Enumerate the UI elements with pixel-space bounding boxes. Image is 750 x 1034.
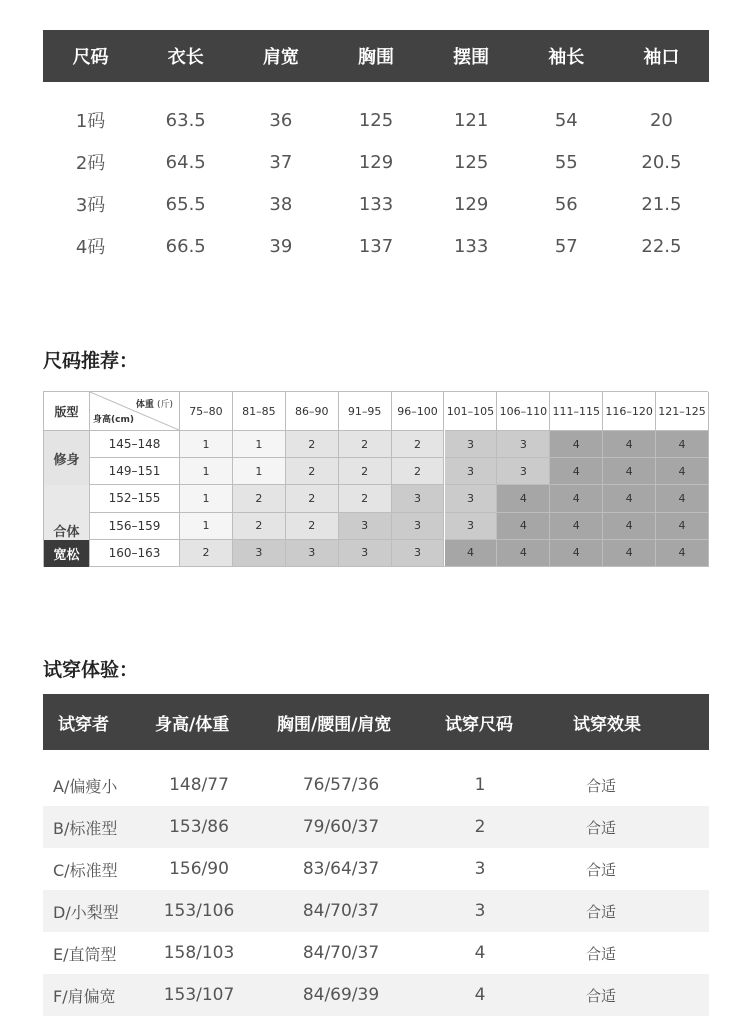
size-table-body (43, 99, 709, 267)
tryon-cell: B/标准型 (53, 818, 118, 838)
size-cell: 55 (554, 151, 578, 173)
recommended-size-cell: 2 (392, 431, 445, 458)
height-range-label: 145–148 (90, 431, 180, 458)
weight-axis-label: 体重 (斤) (135, 400, 173, 410)
recommended-size-cell: 3 (445, 458, 498, 485)
recommended-size-cell: 1 (180, 485, 233, 512)
tryon-cell: 1 (474, 775, 486, 795)
tryon-cell: 84/70/37 (302, 943, 380, 963)
tryon-header-cell: 胸围/腰围/肩宽 (277, 714, 392, 735)
recommended-size-cell: 4 (550, 485, 603, 512)
tryon-cell: 4 (474, 985, 486, 1005)
weight-range-header: 81–85 (233, 392, 286, 431)
recommended-size-cell: 4 (550, 458, 603, 485)
recommended-size-cell: 4 (603, 431, 656, 458)
recommended-size-cell: 4 (497, 540, 550, 567)
recommended-size-cell: 4 (656, 458, 709, 485)
size-cell: 39 (269, 235, 293, 257)
tryon-cell: F/肩偏宽 (53, 986, 116, 1006)
size-cell: 21.5 (641, 193, 682, 215)
tryon-cell: 合适 (585, 818, 616, 837)
tryon-cell: D/小梨型 (53, 902, 119, 922)
size-cell: 38 (269, 193, 293, 215)
recommended-size-cell: 2 (233, 485, 286, 512)
table-row (43, 890, 709, 932)
recommended-size-cell: 3 (392, 485, 445, 512)
recommended-size-cell: 2 (339, 485, 392, 512)
recommended-size-cell: 4 (550, 513, 603, 540)
weight-range-header: 75–80 (180, 392, 233, 431)
recommended-size-cell: 3 (497, 458, 550, 485)
weight-range-header: 101–105 (445, 392, 498, 431)
table-row (43, 99, 709, 141)
tryon-cell: 合适 (585, 776, 616, 795)
size-cell: 129 (358, 151, 394, 173)
tryon-cell: 合适 (585, 944, 616, 963)
tryon-cell: 158/103 (163, 943, 235, 963)
size-cell: 64.5 (165, 151, 206, 173)
size-header-cell: 摆围 (453, 47, 490, 68)
height-axis-label: 身高(cm) (93, 415, 134, 425)
size-cell: 125 (358, 109, 394, 131)
tryon-cell: E/直筒型 (53, 944, 117, 964)
size-cell: 2码 (75, 153, 106, 174)
height-range-label: 156–159 (90, 513, 180, 540)
tryon-cell: 合适 (585, 860, 616, 879)
recommended-size-cell: 4 (603, 540, 656, 567)
tryon-header-cell: 试穿效果 (573, 714, 641, 735)
tryon-table-header (43, 694, 709, 750)
recommended-size-cell: 3 (445, 513, 498, 540)
table-row (43, 932, 709, 974)
table-row (43, 764, 709, 806)
size-cell: 20.5 (641, 151, 682, 173)
size-header-cell: 肩宽 (262, 47, 299, 68)
tryon-cell: 2 (474, 817, 486, 837)
size-cell: 56 (554, 193, 578, 215)
recommended-size-cell: 4 (603, 513, 656, 540)
recommended-size-cell: 3 (445, 431, 498, 458)
recommended-size-cell: 4 (497, 513, 550, 540)
size-cell: 133 (358, 193, 394, 215)
fit-label-slim: 修身 (44, 431, 90, 485)
recommended-size-cell: 3 (445, 485, 498, 512)
weight-range-header: 96–100 (392, 392, 445, 431)
recommended-size-cell: 4 (656, 513, 709, 540)
size-cell: 137 (358, 235, 394, 257)
recommended-size-cell: 2 (286, 485, 339, 512)
size-cell: 1码 (75, 111, 106, 132)
recommended-size-cell: 1 (180, 458, 233, 485)
tryon-cell: 3 (474, 901, 486, 921)
tryon-cell: 合适 (585, 902, 616, 921)
tryon-cell: C/标准型 (53, 860, 118, 880)
height-range-label: 160–163 (90, 540, 180, 567)
table-row (43, 848, 709, 890)
recommended-size-cell: 1 (180, 513, 233, 540)
table-row (43, 183, 709, 225)
size-recommendation-table (43, 391, 708, 567)
weight-range-header: 86–90 (286, 392, 339, 431)
table-row (43, 806, 709, 848)
size-header-cell: 袖长 (548, 47, 585, 68)
fit-label-regular: 合体 (44, 485, 90, 540)
tryon-cell: 79/60/37 (302, 817, 380, 837)
recommended-size-cell: 2 (339, 431, 392, 458)
tryon-header-cell: 试穿尺码 (445, 714, 513, 735)
recommended-size-cell: 2 (286, 431, 339, 458)
size-header-cell: 衣长 (167, 47, 204, 68)
size-cell: 125 (453, 151, 489, 173)
recommended-size-cell: 4 (445, 540, 498, 567)
size-cell: 22.5 (641, 235, 682, 257)
size-cell: 4码 (75, 237, 106, 258)
recommended-size-cell: 3 (339, 540, 392, 567)
size-cell: 66.5 (165, 235, 206, 257)
size-cell: 65.5 (165, 193, 206, 215)
recommended-size-cell: 3 (392, 540, 445, 567)
recommended-size-cell: 3 (392, 513, 445, 540)
recommended-size-cell: 1 (233, 431, 286, 458)
recommend-title: 尺码推荐： (43, 350, 139, 372)
tryon-cell: 76/57/36 (302, 775, 380, 795)
tryon-cell: 合适 (585, 986, 616, 1005)
size-cell: 20 (649, 109, 673, 131)
recommended-size-cell: 4 (497, 485, 550, 512)
weight-range-header: 106–110 (497, 392, 550, 431)
recommended-size-cell: 3 (286, 540, 339, 567)
size-cell: 54 (554, 109, 578, 131)
recommended-size-cell: 2 (392, 458, 445, 485)
table-row (43, 974, 709, 1016)
tryon-cell: 3 (474, 859, 486, 879)
recommended-size-cell: 3 (497, 431, 550, 458)
recommended-size-cell: 2 (233, 513, 286, 540)
weight-range-header: 116–120 (603, 392, 656, 431)
size-cell: 36 (269, 109, 293, 131)
recommended-size-cell: 4 (550, 431, 603, 458)
table-row (43, 141, 709, 183)
recommended-size-cell: 3 (233, 540, 286, 567)
tryon-cell: 4 (474, 943, 486, 963)
fit-corner-label: 版型 (44, 392, 90, 431)
size-header-cell: 袖口 (643, 47, 680, 68)
recommended-size-cell: 2 (286, 513, 339, 540)
tryon-cell: 83/64/37 (302, 859, 380, 879)
recommended-size-cell: 4 (603, 485, 656, 512)
tryon-cell: 153/86 (169, 817, 229, 837)
height-range-label: 149–151 (90, 458, 180, 485)
weight-range-header: 91–95 (339, 392, 392, 431)
recommended-size-cell: 2 (180, 540, 233, 567)
recommended-size-cell: 4 (656, 540, 709, 567)
recommended-size-cell: 2 (339, 458, 392, 485)
size-table-header (43, 30, 709, 82)
recommended-size-cell: 1 (180, 431, 233, 458)
size-cell: 129 (453, 193, 489, 215)
recommended-size-cell: 2 (286, 458, 339, 485)
recommended-size-cell: 3 (339, 513, 392, 540)
table-row (43, 225, 709, 267)
size-header-cell: 胸围 (357, 47, 394, 68)
recommended-size-cell: 4 (550, 540, 603, 567)
tryon-cell: 84/70/37 (302, 901, 380, 921)
tryon-cell: 156/90 (169, 859, 229, 879)
tryon-cell: 153/106 (163, 901, 235, 921)
size-cell: 121 (453, 109, 489, 131)
tryon-header-cell: 试穿者 (58, 714, 109, 735)
recommended-size-cell: 4 (603, 458, 656, 485)
height-range-label: 152–155 (90, 485, 180, 512)
tryon-cell: 84/69/39 (302, 985, 380, 1005)
size-cell: 37 (269, 151, 293, 173)
recommended-size-cell: 4 (656, 485, 709, 512)
weight-range-header: 121–125 (656, 392, 709, 431)
tryon-cell: 153/107 (163, 985, 235, 1005)
tryon-header-cell: 身高/体重 (155, 714, 230, 735)
weight-range-header: 111–115 (550, 392, 603, 431)
diagonal-header (90, 392, 180, 431)
size-cell: 3码 (75, 195, 106, 216)
size-cell: 63.5 (165, 109, 206, 131)
tryon-cell: A/偏瘦小 (53, 776, 118, 796)
size-header-cell: 尺码 (72, 47, 109, 68)
size-cell: 57 (554, 235, 578, 257)
tryon-title: 试穿体验： (43, 659, 139, 681)
tryon-cell: 148/77 (169, 775, 229, 795)
size-cell: 133 (453, 235, 489, 257)
recommended-size-cell: 1 (233, 458, 286, 485)
recommended-size-cell: 4 (656, 431, 709, 458)
fit-label-loose: 宽松 (44, 540, 90, 567)
